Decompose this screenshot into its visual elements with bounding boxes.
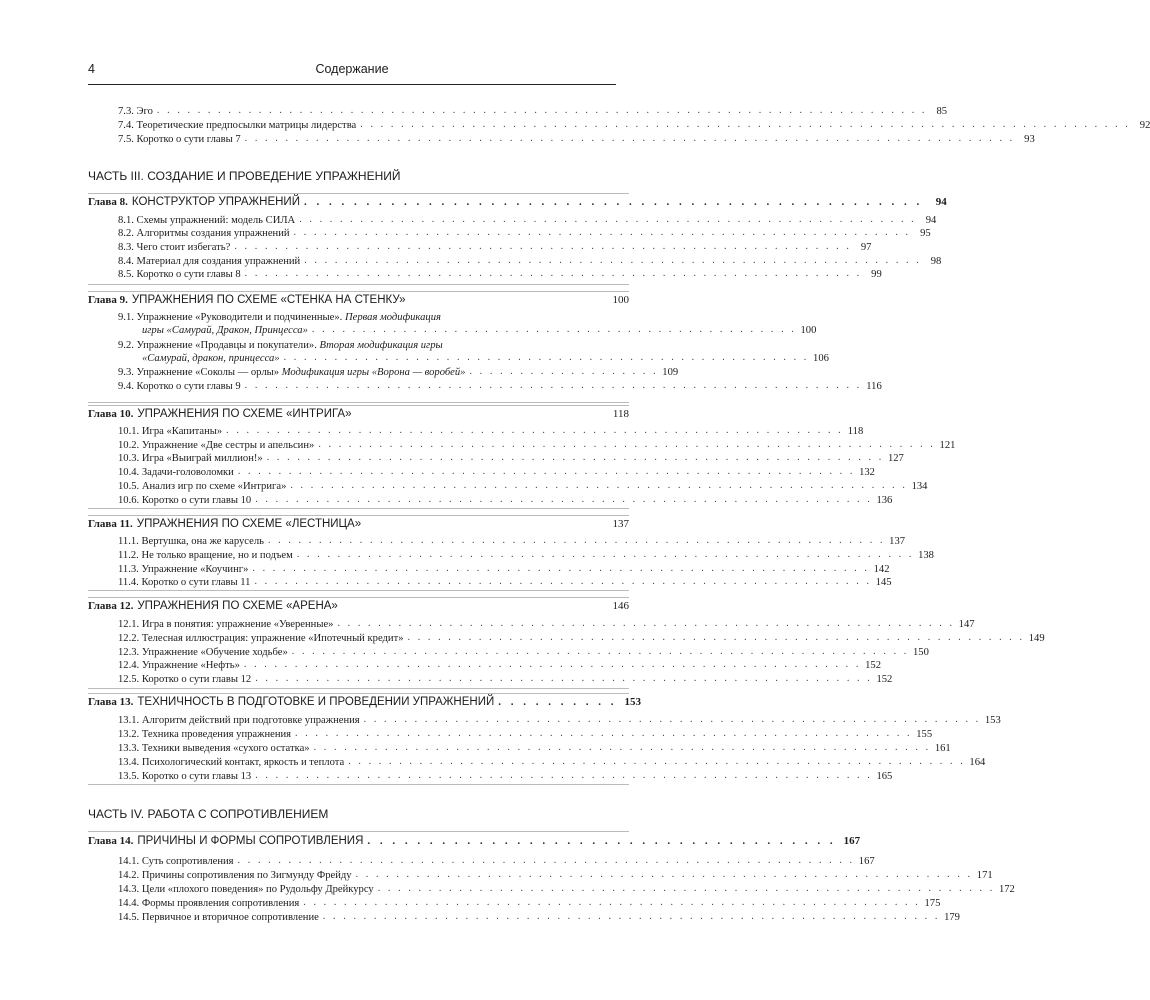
toc-entry[interactable]: 14.5. Первичное и вторичное сопротивление . . . . . . . . . . . . . . . . . . . . . . . . . . . . . . . . . . . . . . . . . . . . . . . . . . . . . . . . . . . . . 179 — [118, 911, 960, 923]
page-ref: 137 — [612, 518, 629, 530]
chapter-heading[interactable]: Глава 9. УПРАЖНЕНИЯ ПО СХЕМЕ «СТЕНКА НА СТЕНКУ» 100 — [88, 294, 629, 306]
toc-entry-line[interactable]: 9.2. Упражнение «Продавцы и покупатели». Вторая модификация игры — [118, 340, 443, 351]
toc-entry[interactable]: 9.3. Упражнение «Соколы — орлы» Модификация игры «Ворона — воробей» . . . . . . . . . . . . . . . . . . . 109 — [118, 366, 679, 378]
toc-entry[interactable]: игры «Самурай, Дракон, Принцесса» . . . . . . . . . . . . . . . . . . . . . . . . . . . . . . . . . . . . . . . . . . . . . . . . 100 — [142, 324, 817, 336]
page-ref: 92 — [1139, 120, 1150, 131]
toc-entry[interactable]: 8.2. Алгоритмы создания упражнений . . . . . . . . . . . . . . . . . . . . . . . . . . . . . . . . . . . . . . . . . . . . . . . . . . . . . . . . . . . . . 95 — [118, 227, 931, 239]
chapter-heading[interactable]: Глава 8. КОНСТРУКТОР УПРАЖНЕНИЙ . . . . . . . . . . . . . . . . . . . . . . . . . . . . . . . . . . . . . . . . . . . . . . . . . . 94 — [88, 196, 947, 208]
toc-entry[interactable]: 12.5. Коротко о сути главы 12 . . . . . . . . . . . . . . . . . . . . . . . . . . . . . . . . . . . . . . . . . . . . . . . . . . . . . . . . . . . . . 152 — [118, 673, 893, 685]
part-heading: ЧАСТЬ IV. РАБОТА С СОПРОТИВЛЕНИЕМ — [88, 807, 329, 821]
page-ref: 93 — [1024, 134, 1035, 145]
toc-entry[interactable]: «Самурай, дракон, принцесса» . . . . . . . . . . . . . . . . . . . . . . . . . . . . . . . . . . . . . . . . . . . . . . . . . . . . 106 — [142, 352, 829, 364]
page-ref: 94 — [935, 196, 947, 208]
toc-entry[interactable]: 13.1. Алгоритм действий при подготовке упражнения . . . . . . . . . . . . . . . . . . . . . . . . . . . . . . . . . . . . . . . . . . . . . . . . . . . . . . . . . . . . . 153 — [118, 714, 1001, 726]
toc-entry[interactable]: 10.5. Анализ игр по схеме «Интрига» . . . . . . . . . . . . . . . . . . . . . . . . . . . . . . . . . . . . . . . . . . . . . . . . . . . . . . . . . . . . . 134 — [118, 480, 928, 492]
header-rule — [88, 84, 616, 85]
chapter-heading[interactable]: Глава 12. УПРАЖНЕНИЯ ПО СХЕМЕ «АРЕНА» 146 — [88, 600, 629, 612]
chapter-heading[interactable]: Глава 10. УПРАЖНЕНИЯ ПО СХЕМЕ «ИНТРИГА» 118 — [88, 408, 629, 420]
toc-entry[interactable]: 11.2. Не только вращение, но и подъем . . . . . . . . . . . . . . . . . . . . . . . . . . . . . . . . . . . . . . . . . . . . . . . . . . . . . . . . . . . . . 138 — [118, 549, 934, 561]
toc-entry[interactable]: 8.5. Коротко о сути главы 8 . . . . . . . . . . . . . . . . . . . . . . . . . . . . . . . . . . . . . . . . . . . . . . . . . . . . . . . . . . . . . 99 — [118, 268, 882, 280]
toc-entry-line[interactable]: 9.1. Упражнение «Руководители и подчиненные». Первая модификация — [118, 312, 441, 323]
page-number: 4 — [88, 62, 95, 76]
page-ref: 85 — [936, 106, 948, 117]
toc-entry[interactable]: 7.5. Коротко о сути главы 7 . . . . . . . . . . . . . . . . . . . . . . . . . . . . . . . . . . . . . . . . . . . . . . . . . . . . . . . . . . . . . . . . . . . . . . . . . . . . 93 — [118, 133, 1035, 145]
toc-entry[interactable]: 10.4. Задачи-головоломки . . . . . . . . . . . . . . . . . . . . . . . . . . . . . . . . . . . . . . . . . . . . . . . . . . . . . . . . . . . . . 132 — [118, 466, 875, 478]
toc-entry[interactable]: 13.2. Техника проведения упражнения . . . . . . . . . . . . . . . . . . . . . . . . . . . . . . . . . . . . . . . . . . . . . . . . . . . . . . . . . . . . . 155 — [118, 728, 933, 740]
toc-entry[interactable]: 11.1. Вертушка, она же карусель . . . . . . . . . . . . . . . . . . . . . . . . . . . . . . . . . . . . . . . . . . . . . . . . . . . . . . . . . . . . . 137 — [118, 535, 906, 547]
toc-entry[interactable]: 13.4. Психологический контакт, яркость и теплота . . . . . . . . . . . . . . . . . . . . . . . . . . . . . . . . . . . . . . . . . . . . . . . . . . . . . . . . . . . . . 164 — [118, 756, 986, 768]
toc-entry[interactable]: 7.3. Эго . . . . . . . . . . . . . . . . . . . . . . . . . . . . . . . . . . . . . . . . . . . . . . . . . . . . . . . . . . . . . . . . . . . . . . . . . . . . 85 — [118, 105, 948, 117]
page-header — [88, 62, 616, 82]
toc-entry[interactable]: 12.3. Упражнение «Обучение ходьбе» . . . . . . . . . . . . . . . . . . . . . . . . . . . . . . . . . . . . . . . . . . . . . . . . . . . . . . . . . . . . . 150 — [118, 646, 929, 658]
toc-entry[interactable]: 14.3. Цели «плохого поведения» по Рудольфу Дрейкурсу . . . . . . . . . . . . . . . . . . . . . . . . . . . . . . . . . . . . . . . . . . . . . . . . . . . . . . . . . . . . . 172 — [118, 883, 1015, 895]
toc-entry[interactable]: 11.3. Упражнение «Коучинг» . . . . . . . . . . . . . . . . . . . . . . . . . . . . . . . . . . . . . . . . . . . . . . . . . . . . . . . . . . . . . 142 — [118, 563, 890, 575]
page-ref: 118 — [612, 408, 629, 420]
toc-entry[interactable]: 8.1. Схемы упражнений: модель СИЛА . . . . . . . . . . . . . . . . . . . . . . . . . . . . . . . . . . . . . . . . . . . . . . . . . . . . . . . . . . . . . 94 — [118, 214, 937, 226]
part-heading: ЧАСТЬ III. СОЗДАНИЕ И ПРОВЕДЕНИЕ УПРАЖНЕНИЙ — [88, 169, 401, 183]
toc-entry[interactable]: 10.2. Упражнение «Две сестры и апельсин» . . . . . . . . . . . . . . . . . . . . . . . . . . . . . . . . . . . . . . . . . . . . . . . . . . . . . . . . . . . . . 121 — [118, 439, 956, 451]
toc-entry[interactable]: 12.1. Игра в понятия: упражнение «Уверенные» . . . . . . . . . . . . . . . . . . . . . . . . . . . . . . . . . . . . . . . . . . . . . . . . . . . . . . . . . . . . . 147 — [118, 618, 975, 630]
toc-entry[interactable]: 7.4. Теоретические предпосылки матрицы лидерства . . . . . . . . . . . . . . . . . . . . . . . . . . . . . . . . . . . . . . . . . . . . . . . . . . . . . . . . . . . . . . . . . . . . . . . . . . . . 92 — [118, 119, 1150, 131]
toc-entry[interactable]: 14.2. Причины сопротивления по Зигмунду Фрейду . . . . . . . . . . . . . . . . . . . . . . . . . . . . . . . . . . . . . . . . . . . . . . . . . . . . . . . . . . . . . 171 — [118, 869, 993, 881]
toc-entry[interactable]: 10.6. Коротко о сути главы 10 . . . . . . . . . . . . . . . . . . . . . . . . . . . . . . . . . . . . . . . . . . . . . . . . . . . . . . . . . . . . . 136 — [118, 494, 893, 506]
toc-entry[interactable]: 10.3. Игра «Выиграй миллион!» . . . . . . . . . . . . . . . . . . . . . . . . . . . . . . . . . . . . . . . . . . . . . . . . . . . . . . . . . . . . . 127 — [118, 452, 904, 464]
toc-entry[interactable]: 12.4. Упражнение «Нефть» . . . . . . . . . . . . . . . . . . . . . . . . . . . . . . . . . . . . . . . . . . . . . . . . . . . . . . . . . . . . . 152 — [118, 659, 881, 671]
toc-entry[interactable]: 10.1. Игра «Капитаны» . . . . . . . . . . . . . . . . . . . . . . . . . . . . . . . . . . . . . . . . . . . . . . . . . . . . . . . . . . . . . 118 — [118, 425, 864, 437]
toc-entry[interactable]: 11.4. Коротко о сути главы 11 . . . . . . . . . . . . . . . . . . . . . . . . . . . . . . . . . . . . . . . . . . . . . . . . . . . . . . . . . . . . . 145 — [118, 576, 892, 588]
toc-entry[interactable]: 14.1. Суть сопротивления . . . . . . . . . . . . . . . . . . . . . . . . . . . . . . . . . . . . . . . . . . . . . . . . . . . . . . . . . . . . . 167 — [118, 855, 875, 867]
chapter-heading[interactable]: Глава 13. ТЕХНИЧНОСТЬ В ПОДГОТОВКЕ И ПРОВЕДЕНИИ УПРАЖНЕНИЙ . . . . . . . . . . 153 — [88, 696, 641, 708]
chapter-heading[interactable]: Глава 11. УПРАЖНЕНИЯ ПО СХЕМЕ «ЛЕСТНИЦА» 137 — [88, 518, 629, 530]
chapter-heading[interactable]: Глава 14. ПРИЧИНЫ И ФОРМЫ СОПРОТИВЛЕНИЯ . . . . . . . . . . . . . . . . . . . . . . . . . . . . . . . . . . . . . . 167 — [88, 835, 861, 847]
toc-entry[interactable]: 9.4. Коротко о сути главы 9 . . . . . . . . . . . . . . . . . . . . . . . . . . . . . . . . . . . . . . . . . . . . . . . . . . . . . . . . . . . . . 116 — [118, 380, 882, 392]
page-ref: 146 — [612, 600, 629, 612]
page-ref: 100 — [612, 294, 629, 306]
toc-entry[interactable]: 8.3. Чего стоит избегать? . . . . . . . . . . . . . . . . . . . . . . . . . . . . . . . . . . . . . . . . . . . . . . . . . . . . . . . . . . . . . 97 — [118, 241, 872, 253]
page-ref: 153 — [624, 696, 641, 708]
toc-entry[interactable]: 13.3. Техники выведения «сухого остатка» . . . . . . . . . . . . . . . . . . . . . . . . . . . . . . . . . . . . . . . . . . . . . . . . . . . . . . . . . . . . . 161 — [118, 742, 951, 754]
toc-entry[interactable]: 8.4. Материал для создания упражнений . . . . . . . . . . . . . . . . . . . . . . . . . . . . . . . . . . . . . . . . . . . . . . . . . . . . . . . . . . . . . 98 — [118, 255, 942, 267]
toc-entry[interactable]: 14.4. Формы проявления сопротивления . . . . . . . . . . . . . . . . . . . . . . . . . . . . . . . . . . . . . . . . . . . . . . . . . . . . . . . . . . . . . 175 — [118, 897, 941, 909]
toc-entry[interactable]: 13.5. Коротко о сути главы 13 . . . . . . . . . . . . . . . . . . . . . . . . . . . . . . . . . . . . . . . . . . . . . . . . . . . . . . . . . . . . . 165 — [118, 770, 893, 782]
page-ref: 167 — [843, 835, 861, 847]
toc-entry[interactable]: 12.2. Телесная иллюстрация: упражнение «Ипотечный кредит» . . . . . . . . . . . . . . . . . . . . . . . . . . . . . . . . . . . . . . . . . . . . . . . . . . . . . . . . . . . . . 149 — [118, 632, 1045, 644]
page-title: Содержание — [315, 62, 389, 76]
